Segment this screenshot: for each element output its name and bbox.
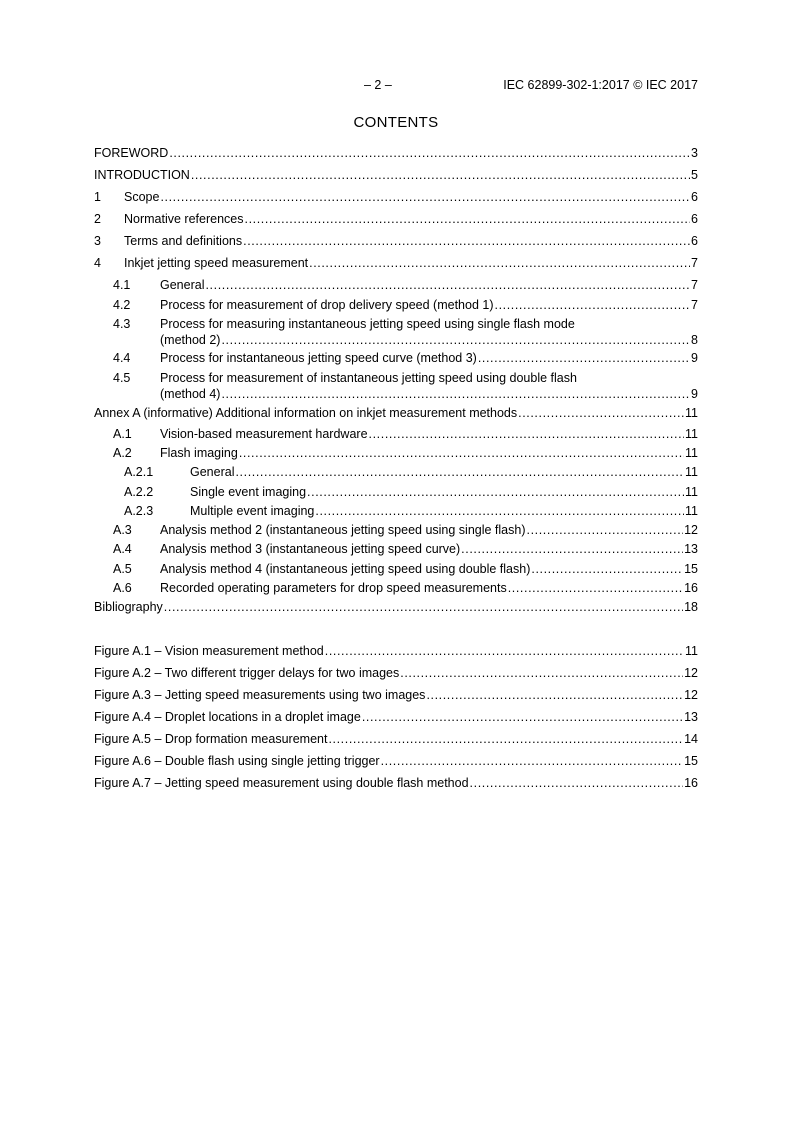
dot-leader [400, 665, 683, 681]
toc-number: A.2.2 [124, 485, 154, 499]
dot-leader [426, 687, 683, 703]
toc-number: A.2.3 [124, 504, 154, 518]
figure-entry-a-3[interactable] [94, 687, 698, 703]
toc-entry-4-5[interactable] [94, 370, 698, 402]
toc-page: 7 [691, 278, 698, 292]
toc-number: A.5 [113, 562, 132, 576]
toc-title: Inkjet jetting speed measurement [124, 256, 309, 270]
toc-entry-a-2-3[interactable] [94, 503, 698, 519]
toc-number: 4.3 [113, 317, 131, 331]
dot-leader [328, 731, 683, 747]
toc-number: A.1 [113, 427, 132, 441]
dot-leader [221, 386, 690, 402]
figure-page: 12 [684, 666, 698, 680]
toc-page: 11 [685, 446, 698, 460]
toc-entry-a-3[interactable] [94, 522, 698, 538]
toc-page: 11 [685, 465, 698, 479]
figure-title: Figure A.6 – Double flash using single jetting trigger [94, 754, 380, 768]
toc-title: Analysis method 3 (instantaneous jetting speed curve) [160, 542, 461, 556]
toc-page: 9 [691, 387, 698, 401]
toc-entry-annex-a[interactable] [94, 405, 698, 421]
toc-page: 15 [684, 562, 698, 576]
toc-title: Terms and definitions [124, 234, 243, 248]
toc-entry-4-1[interactable] [94, 277, 698, 293]
toc-page: 6 [691, 212, 698, 226]
dot-leader [362, 709, 683, 725]
dot-leader [508, 580, 683, 596]
dot-leader [325, 643, 684, 659]
toc-title: Flash imaging [160, 446, 238, 460]
dot-leader [191, 167, 690, 183]
toc-entry-a-2-1[interactable] [94, 464, 698, 480]
figure-entry-a-1[interactable] [94, 643, 698, 659]
dot-leader [243, 233, 690, 249]
toc-number: A.6 [113, 581, 132, 595]
toc-page: 11 [685, 427, 698, 441]
toc-entry-scope[interactable] [94, 189, 698, 205]
toc-title: General [190, 465, 235, 479]
toc-entry-a-4[interactable] [94, 541, 698, 557]
toc-title: Single event imaging [190, 485, 307, 499]
toc-number: 4.1 [113, 278, 131, 292]
dot-leader [478, 350, 690, 366]
toc-entry-bibliography[interactable] [94, 599, 698, 615]
dot-leader [495, 297, 691, 313]
toc-entry-4-4[interactable] [94, 350, 698, 366]
toc-title-continued: (method 2) [160, 333, 221, 347]
toc-page: 11 [685, 485, 698, 499]
toc-page: 11 [685, 504, 698, 518]
figure-entry-a-5[interactable] [94, 731, 698, 747]
toc-page: 18 [684, 600, 698, 614]
toc-number: 4.2 [113, 298, 131, 312]
dot-leader [470, 775, 684, 791]
toc-entry-introduction[interactable] [94, 167, 698, 183]
toc-page: 9 [691, 351, 698, 365]
figure-page: 13 [684, 710, 698, 724]
toc-title: Bibliography [94, 600, 163, 614]
dot-leader [309, 255, 690, 271]
toc-entry-4-2[interactable] [94, 297, 698, 313]
toc-title: Process for instantaneous jetting speed curve (method 3) [160, 351, 477, 365]
figure-title: Figure A.3 – Jetting speed measurements using two images [94, 688, 426, 702]
toc-number: 4 [94, 256, 101, 270]
toc-page: 8 [691, 333, 698, 347]
toc-title: Annex A (informative) Additional information on inkjet measurement methods [94, 406, 518, 420]
page-header [94, 78, 698, 94]
dot-leader [245, 211, 691, 227]
figure-page: 14 [684, 732, 698, 746]
toc-entry-4-3[interactable] [94, 316, 698, 348]
figure-title: Figure A.4 – Droplet locations in a droplet image [94, 710, 361, 724]
toc-number: A.3 [113, 523, 132, 537]
toc-number: 2 [94, 212, 101, 226]
toc-entry-a-5[interactable] [94, 561, 698, 577]
dot-leader [381, 753, 684, 769]
figure-entry-a-4[interactable] [94, 709, 698, 725]
dot-leader [169, 145, 690, 161]
figure-title: Figure A.5 – Drop formation measurement [94, 732, 328, 746]
toc-title: Analysis method 4 (instantaneous jetting speed using double flash) [160, 562, 531, 576]
toc-entry-inkjet-speed-measurement[interactable] [94, 255, 698, 271]
toc-title-continued: (method 4) [160, 387, 221, 401]
toc-title: Normative references [124, 212, 244, 226]
toc-page: 12 [684, 523, 698, 537]
toc-number: 4.4 [113, 351, 131, 365]
toc-title: Vision-based measurement hardware [160, 427, 368, 441]
toc-page: 7 [691, 256, 698, 270]
toc-page: 3 [691, 146, 698, 160]
dot-leader [531, 561, 683, 577]
toc-page: 7 [691, 298, 698, 312]
toc-number: A.2.1 [124, 465, 154, 479]
figure-page: 11 [685, 644, 698, 658]
figure-entry-a-2[interactable] [94, 665, 698, 681]
dot-leader [164, 599, 683, 615]
toc-page: 5 [691, 168, 698, 182]
toc-number: 4.5 [113, 371, 131, 385]
toc-page: 6 [691, 190, 698, 204]
dot-leader [315, 503, 684, 519]
toc-number: 3 [94, 234, 101, 248]
dot-leader [527, 522, 684, 538]
dot-leader [307, 484, 684, 500]
toc-number: A.2 [113, 446, 132, 460]
toc-entry-terms-definitions[interactable] [94, 233, 698, 249]
toc-title: Recorded operating parameters for drop speed measurements [160, 581, 507, 595]
toc-title: Process for measurement of instantaneous jetting speed using double flash [160, 371, 577, 385]
dot-leader [160, 189, 690, 205]
figure-page: 16 [684, 776, 698, 790]
figure-title: Figure A.7 – Jetting speed measurement using double flash method [94, 776, 469, 790]
figure-page: 15 [684, 754, 698, 768]
dot-leader [461, 541, 683, 557]
toc-title: Multiple event imaging [190, 504, 315, 518]
dot-leader [518, 405, 684, 421]
toc-entry-foreword[interactable] [94, 145, 698, 161]
toc-entry-a-2-2[interactable] [94, 484, 698, 500]
toc-title: Scope [124, 190, 160, 204]
dot-leader [205, 277, 690, 293]
toc-title: Process for measurement of drop delivery speed (method 1) [160, 298, 494, 312]
toc-title: Process for measuring instantaneous jetting speed using single flash mode [160, 317, 575, 331]
document-reference: IEC 62899-302-1:2017 © IEC 2017 [503, 78, 698, 92]
toc-entry-normative-references[interactable] [94, 211, 698, 227]
toc-entry-a-2[interactable] [94, 445, 698, 461]
dot-leader [369, 426, 684, 442]
figure-entry-a-6[interactable] [94, 753, 698, 769]
toc-number: 1 [94, 190, 101, 204]
toc-title: FOREWORD [94, 146, 169, 160]
toc-title: INTRODUCTION [94, 168, 190, 182]
toc-page: 16 [684, 581, 698, 595]
toc-page: 11 [685, 406, 698, 420]
contents-title: CONTENTS [353, 114, 439, 131]
toc-page: 13 [684, 542, 698, 556]
toc-title: General [160, 278, 205, 292]
toc-entry-a-6[interactable] [94, 580, 698, 596]
figure-title: Figure A.2 – Two different trigger delays for two images [94, 666, 400, 680]
dot-leader [235, 464, 684, 480]
toc-number: A.4 [113, 542, 132, 556]
figure-title: Figure A.1 – Vision measurement method [94, 644, 324, 658]
dot-leader [239, 445, 684, 461]
figure-page: 12 [684, 688, 698, 702]
page-number: – 2 – [364, 78, 392, 92]
toc-title: Analysis method 2 (instantaneous jetting speed using single flash) [160, 523, 526, 537]
toc-page: 6 [691, 234, 698, 248]
toc-entry-a-1[interactable] [94, 426, 698, 442]
figure-entry-a-7[interactable] [94, 775, 698, 791]
dot-leader [221, 332, 690, 348]
